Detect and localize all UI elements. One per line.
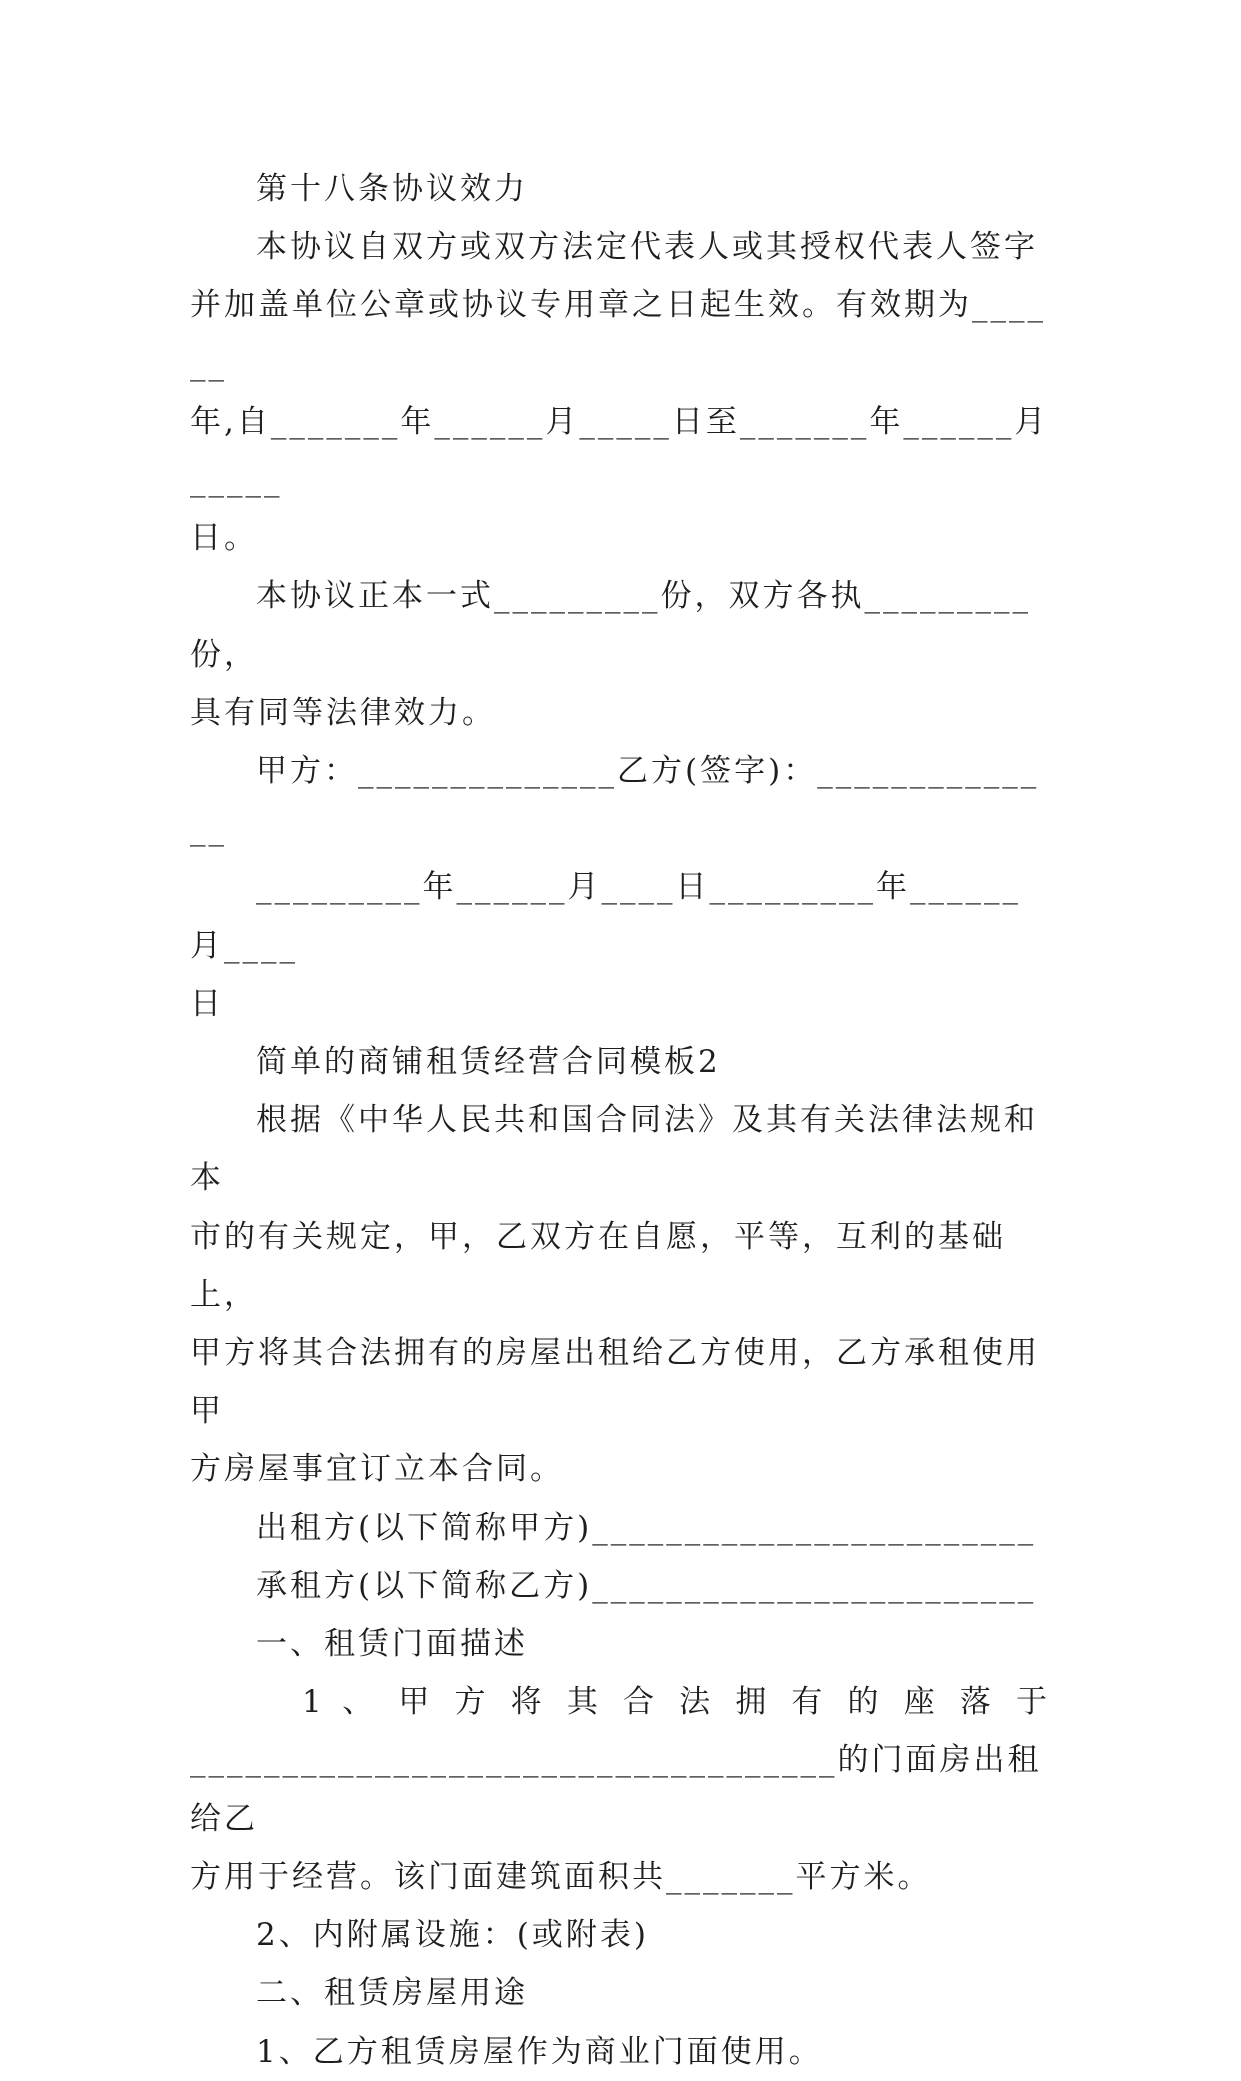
article-18-paragraph-1-line-1: 本协议自双方或双方法定代表人或其授权代表人签字 [256,229,1038,266]
preamble-line-4: 方房屋事宜订立本合同。 [190,1451,564,1488]
preamble-line-1: 根据《中华人民共和国合同法》及其有关法律法规和本 [190,1102,1038,1197]
document-body [190,160,1050,2081]
article-18-paragraph-1-line-3: 年,自_______年______月_____日至_______年______月_____ [190,403,1049,499]
section-1-title: 一、租赁门面描述 [256,1626,528,1663]
section-1-item-1-line-3: 方用于经营。该门面建筑面积共_______平方米。 [190,1858,932,1895]
section-2-item-1: 1、乙方租赁房屋作为商业门面使用。 [256,2033,823,2070]
lessor-line: 出租方(以下简称甲方)________________________ [256,1509,1037,1546]
article-18-paragraph-2-line-2: 具有同等法律效力。 [190,694,496,731]
section-2-title: 二、租赁房屋用途 [256,1975,528,2012]
preamble-line-3: 甲方将其合法拥有的房屋出租给乙方使用，乙方承租使用甲 [190,1335,1040,1430]
preamble-line-2: 市的有关规定，甲，乙双方在自愿，平等，互利的基础上， [190,1218,1006,1313]
article-18-paragraph-1-line-2: 并加盖单位公章或协议专用章之日起生效。有效期为______ [190,287,1046,382]
section-1-item-2: 2、内附属设施：(或附表) [256,1917,649,1954]
lessee-line: 承租方(以下简称乙方)________________________ [256,1567,1037,1604]
section-1-item-1-line-1: 1 、 甲 方 将 其 合 法 拥 有 的 座 落 于 [302,1684,1050,1721]
section-1-item-1-line-2: ___________________________________的门面房出租给乙 [190,1742,1042,1837]
signature-dates-line-1: _________年______月____日_________年______月____ [190,869,1021,964]
article-18-title: 第十八条协议效力 [256,171,528,207]
template-2-title: 简单的商铺租赁经营合同模板2 [256,1044,721,1081]
signature-parties-line: 甲方：______________乙方(签字)：______________ [190,753,1040,848]
signature-dates-line-2: 日 [190,985,224,1022]
article-18-paragraph-2-line-1: 本协议正本一式_________份，双方各执_________份， [190,578,1031,673]
article-18-paragraph-1-line-4: 日。 [190,520,258,557]
